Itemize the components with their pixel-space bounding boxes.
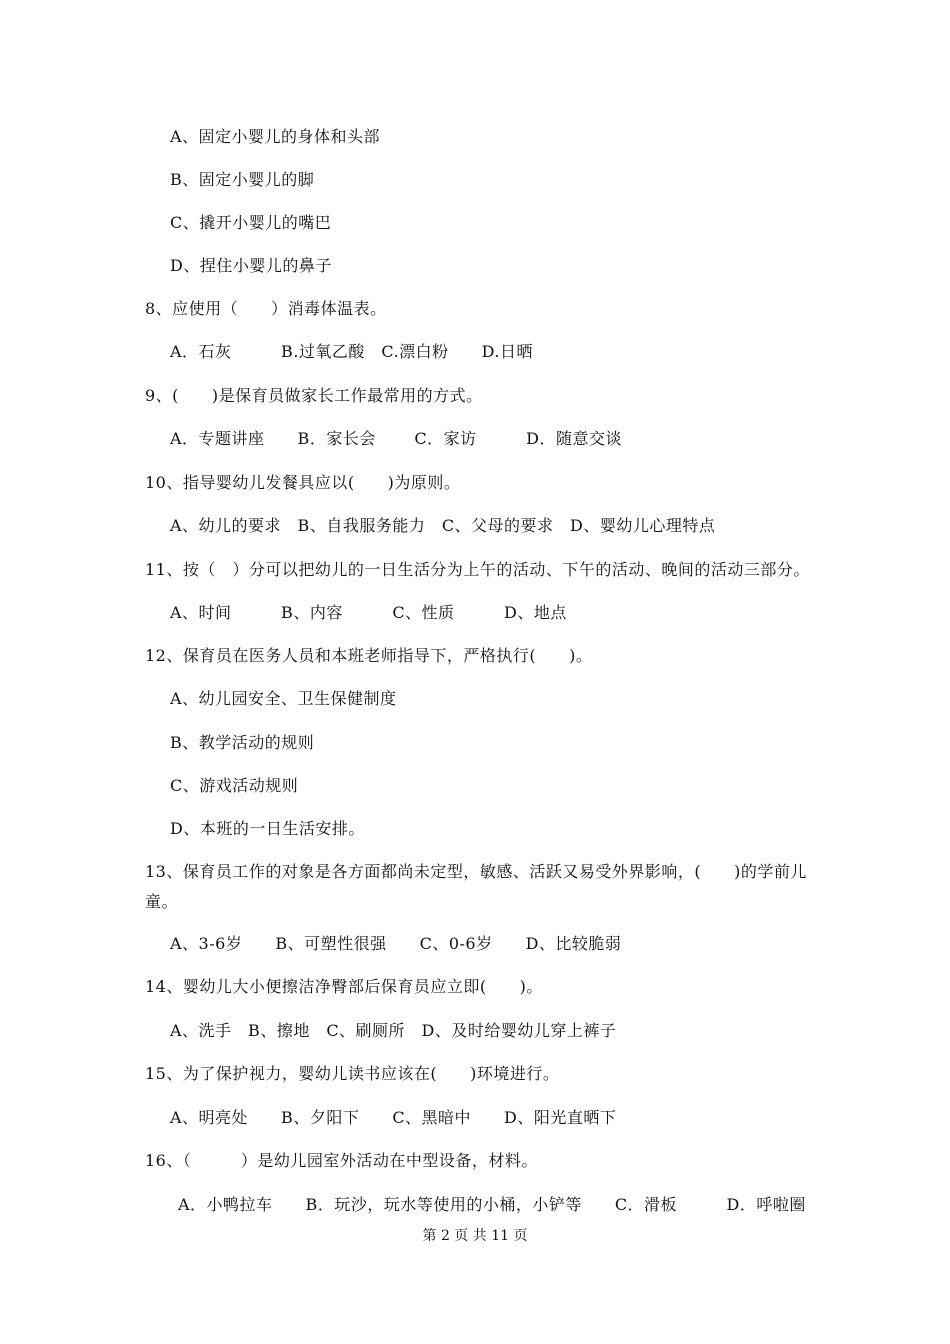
question-text: 11、按（ ）分可以把幼儿的一日生活分为上午的活动、下午的活动、晚间的活动三部分。 — [145, 560, 810, 579]
option-text: D、捏住小婴儿的鼻子 — [170, 256, 332, 275]
option-text: A、时间 B、内容 C、性质 D、地点 — [170, 603, 567, 622]
question-text: 13、保育员工作的对象是各方面都尚未定型，敏感、活跃又易受外界影响，( )的学前儿 — [145, 862, 807, 881]
option-text: D、本班的一日生活安排。 — [170, 819, 365, 838]
option-text: A、固定小婴儿的身体和头部 — [170, 127, 381, 146]
question-text: 9、( )是保育员做家长工作最常用的方式。 — [145, 386, 483, 405]
option-text: A、幼儿的要求 B、自我服务能力 C、父母的要求 D、婴幼儿心理特点 — [170, 516, 716, 535]
question-text: 8、应使用（ ）消毒体温表。 — [145, 299, 387, 318]
question-text: 童。 — [145, 892, 179, 911]
question-text: 12、保育员在医务人员和本班老师指导下，严格执行( )。 — [145, 646, 593, 665]
question-text: 14、婴幼儿大小便擦洁净臀部后保育员应立即( )。 — [145, 977, 543, 996]
option-text: C、游戏活动规则 — [170, 776, 299, 795]
option-text: C、撬开小婴儿的嘴巴 — [170, 213, 332, 232]
option-text: A、洗手 B、擦地 C、刷厕所 D、及时给婴幼儿穿上裤子 — [170, 1021, 617, 1040]
option-text: A、明亮处 B、夕阳下 C、黑暗中 D、阳光直晒下 — [170, 1108, 617, 1127]
question-text: 15、为了保护视力，婴幼儿读书应该在( )环境进行。 — [145, 1064, 560, 1083]
option-text: A．小鸭拉车 B．玩沙，玩水等使用的小桶，小铲等 C．滑板 D．呼啦圈 — [178, 1195, 806, 1214]
option-text: B、教学活动的规则 — [170, 733, 315, 752]
option-text: A、幼儿园安全、卫生保健制度 — [170, 689, 397, 708]
question-text: 10、指导婴幼儿发餐具应以( )为原则。 — [145, 473, 461, 492]
option-text: B、固定小婴儿的脚 — [170, 170, 315, 189]
option-text: A、3-6岁 B、可塑性很强 C、0-6岁 D、比较脆弱 — [170, 934, 622, 953]
option-text: A．专题讲座 B．家长会 C．家访 D．随意交谈 — [170, 429, 622, 448]
question-text: 16、（ ）是幼儿园室外活动在中型设备，材料。 — [145, 1151, 538, 1170]
page-footer: 第 2 页 共 11 页 — [422, 1228, 528, 1244]
option-text: A．石灰 B.过氧乙酸 C.漂白粉 D.日晒 — [170, 342, 534, 361]
